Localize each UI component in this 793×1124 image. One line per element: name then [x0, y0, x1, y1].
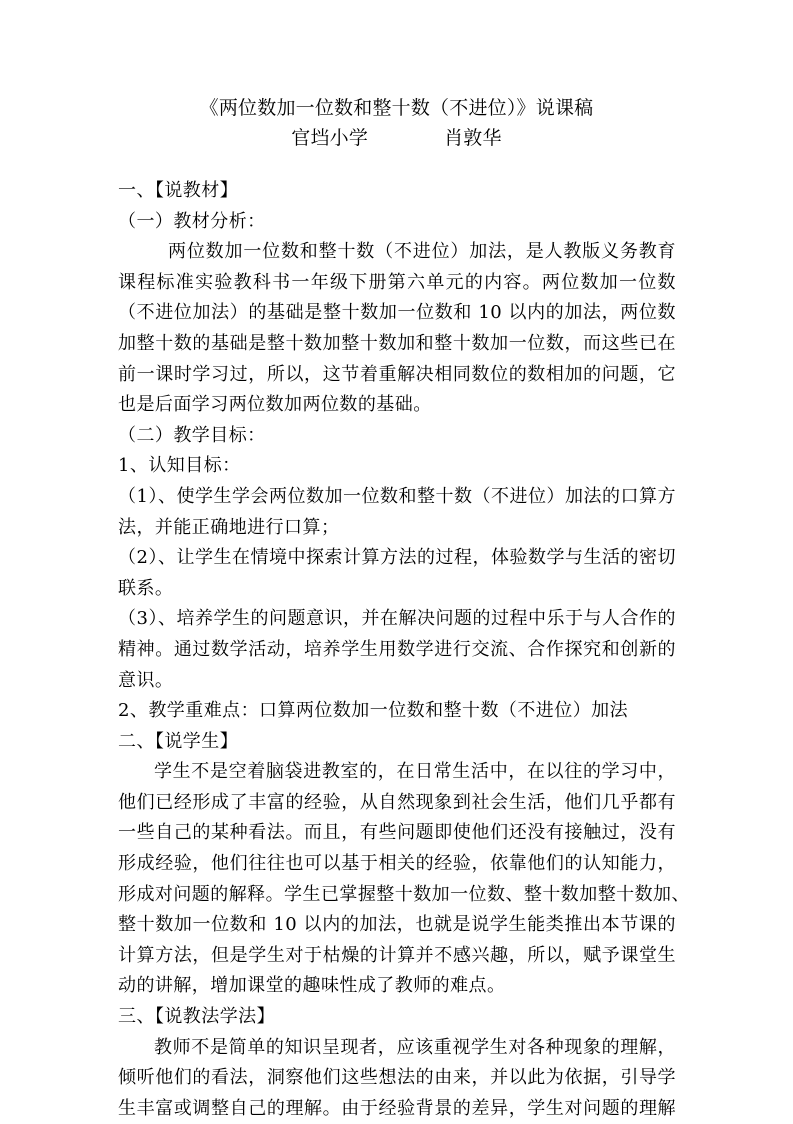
paragraph-line: 一些自己的某种看法。而且，有些问题即使他们还没有接触过，没有: [118, 822, 676, 844]
subheading-textbook-analysis: （一）教材分析：: [118, 210, 266, 232]
list-item-line: 意识。: [118, 669, 174, 691]
paragraph-line: 形成经验，他们往往也可以基于相关的经验，依靠他们的认知能力，: [118, 853, 676, 875]
paragraph-line: 他们已经形成了丰富的经验，从自然现象到社会生活，他们几乎都有: [118, 791, 676, 813]
list-item-line: 法，并能正确地进行口算；: [118, 516, 340, 538]
document-body: [118, 176, 690, 1124]
subheading-teaching-goals: （二）教学目标：: [118, 424, 266, 446]
subheading-key-points: 2、教学重难点：口算两位数加一位数和整十数（不进位）加法: [118, 700, 629, 722]
paragraph-line: 计算方法，但是学生对于枯燥的计算并不感兴趣，所以，赋予课堂生: [118, 944, 676, 966]
author-name: 肖敦华: [444, 127, 502, 149]
paragraph-line: 生丰富或调整自己的理解。由于经验背景的差异，学生对问题的理解: [118, 1097, 676, 1119]
paragraph-line: 两位数加一位数和整十数（不进位）加法，是人教版义务教育: [168, 241, 676, 263]
paragraph-line: 学生不是空着脑袋进教室的，在日常生活中，在以往的学习中，: [154, 761, 676, 783]
section-heading-students: 二、【说学生】: [118, 730, 239, 752]
section-heading-methods: 三、【说教法学法】: [118, 1006, 276, 1028]
paragraph-line: 动的讲解，增加课堂的趣味性成了教师的难点。: [118, 975, 506, 997]
section-heading-textbook: 一、【说教材】: [118, 180, 239, 201]
paragraph-line: 教师不是简单的知识呈现者，应该重视学生对各种现象的理解，: [154, 1036, 676, 1058]
school-name: 官垱小学: [291, 127, 369, 149]
paragraph-line: 形成对问题的解释。学生已掌握整十数加一位数、整十数加整十数加、: [118, 883, 690, 905]
byline: [0, 126, 793, 150]
paragraph-line: 加整十数的基础是整十数加整十数加和整十数加一位数，而这些已在: [118, 332, 676, 354]
paragraph-line: 前一课时学习过，所以，这节着重解决相同数位的数相加的问题，它: [118, 363, 676, 385]
list-item-line: （1）、使学生学会两位数加一位数和整十数（不进位）加法的口算方: [118, 485, 676, 507]
list-item-line: （3）、培养学生的问题意识，并在解决问题的过程中乐于与人合作的: [118, 608, 676, 630]
paragraph-line: 整十数加一位数和 10 以内的加法，也就是说学生能类推出本节课的: [118, 914, 676, 936]
paragraph-line: 课程标准实验教科书一年级下册第六单元的内容。两位数加一位数: [118, 271, 676, 293]
subheading-cognitive-goals: 1、认知目标：: [118, 455, 241, 477]
paragraph-line: （不进位加法）的基础是整十数加一位数和 10 以内的加法，两位数: [118, 302, 676, 324]
list-item-line: （2）、让学生在情境中探索计算方法的过程，体验数学与生活的密切: [118, 547, 676, 569]
document-title: 《两位数加一位数和整十数（不进位）》说课稿: [199, 97, 594, 119]
paragraph-line: 也是后面学习两位数加两位数的基础。: [118, 394, 432, 416]
paragraph-line: 倾听他们的看法，洞察他们这些想法的由来，并以此为依据，引导学: [118, 1067, 676, 1089]
list-item-line: 联系。: [118, 577, 174, 599]
list-item-line: 精神。通过数学活动，培养学生用数学进行交流、合作探究和创新的: [118, 638, 676, 660]
